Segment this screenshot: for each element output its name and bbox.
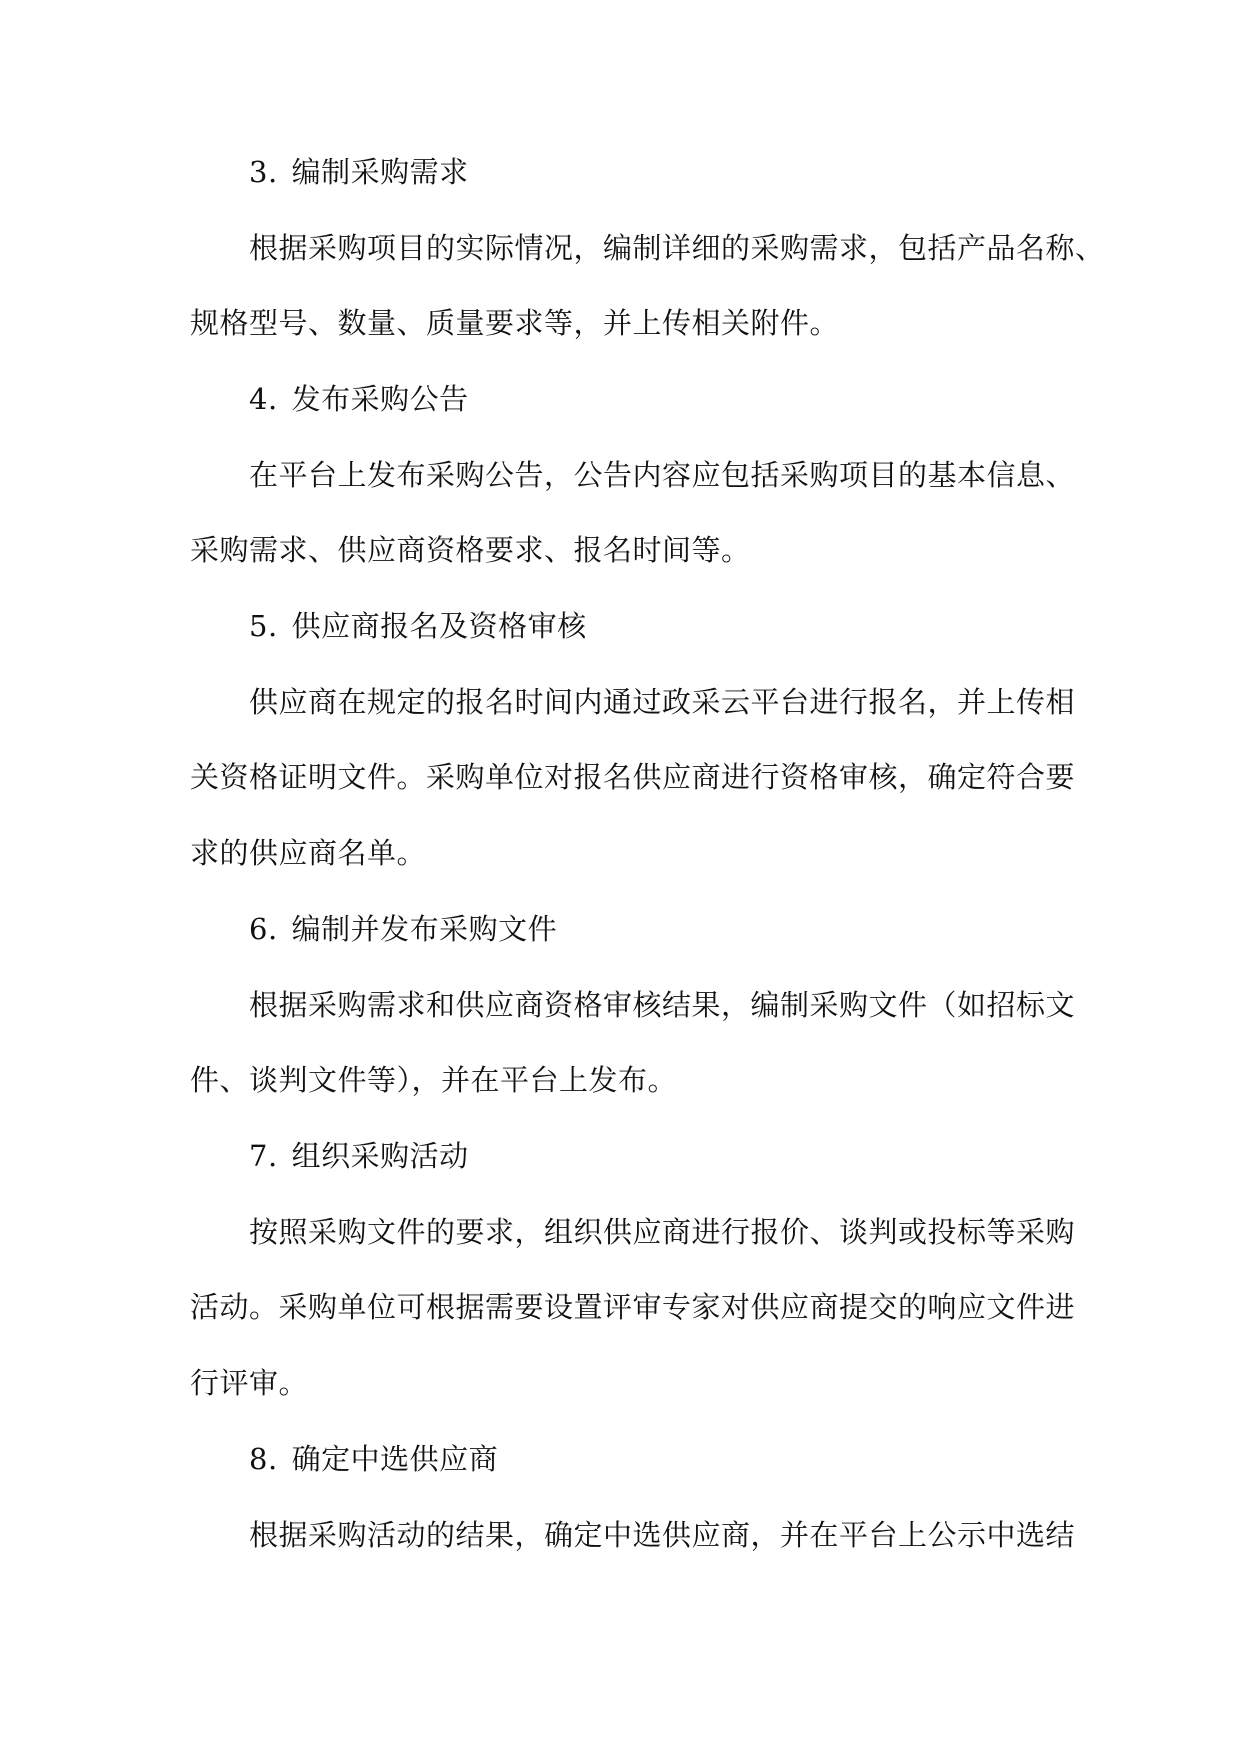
paragraph-line: 求的供应商名单。 bbox=[190, 836, 427, 870]
paragraph-line: 根据采购活动的结果，确定中选供应商，并在平台上公示中选结 bbox=[249, 1518, 1076, 1552]
section-title: 组织采购活动 bbox=[291, 1139, 469, 1173]
section-title: 编制采购需求 bbox=[291, 155, 469, 189]
paragraph-line: 行评审。 bbox=[190, 1366, 309, 1400]
section-title: 发布采购公告 bbox=[291, 382, 469, 416]
section-heading bbox=[249, 1136, 469, 1176]
section-title: 编制并发布采购文件 bbox=[291, 912, 558, 946]
section-number: 5. bbox=[249, 609, 278, 643]
section-heading bbox=[249, 909, 557, 949]
section-heading bbox=[249, 152, 469, 192]
paragraph-line: 采购需求、供应商资格要求、报名时间等。 bbox=[190, 533, 751, 567]
section-number: 8. bbox=[249, 1442, 278, 1476]
section-heading bbox=[249, 606, 587, 646]
section-number: 7. bbox=[249, 1139, 278, 1173]
paragraph-line: 关资格证明文件。采购单位对报名供应商进行资格审核，确定符合要 bbox=[190, 760, 1076, 794]
section-heading bbox=[249, 1439, 498, 1479]
paragraph-line: 根据采购项目的实际情况，编制详细的采购需求，包括产品名称、 bbox=[249, 231, 1105, 265]
paragraph-line: 供应商在规定的报名时间内通过政采云平台进行报名，并上传相 bbox=[249, 685, 1076, 719]
section-title: 确定中选供应商 bbox=[291, 1442, 499, 1476]
paragraph-line: 规格型号、数量、质量要求等，并上传相关附件。 bbox=[190, 306, 840, 340]
section-number: 6. bbox=[249, 912, 278, 946]
section-title: 供应商报名及资格审核 bbox=[291, 609, 587, 643]
section-number: 3. bbox=[249, 155, 278, 189]
paragraph-line: 按照采购文件的要求，组织供应商进行报价、谈判或投标等采购 bbox=[249, 1215, 1076, 1249]
paragraph-line: 活动。采购单位可根据需要设置评审专家对供应商提交的响应文件进 bbox=[190, 1290, 1076, 1324]
paragraph-line: 根据采购需求和供应商资格审核结果，编制采购文件（如招标文 bbox=[249, 988, 1076, 1022]
paragraph-line: 件、谈判文件等），并在平台上发布。 bbox=[190, 1063, 678, 1097]
paragraph-line: 在平台上发布采购公告，公告内容应包括采购项目的基本信息、 bbox=[249, 458, 1076, 492]
section-number: 4. bbox=[249, 382, 278, 416]
section-heading bbox=[249, 379, 469, 419]
